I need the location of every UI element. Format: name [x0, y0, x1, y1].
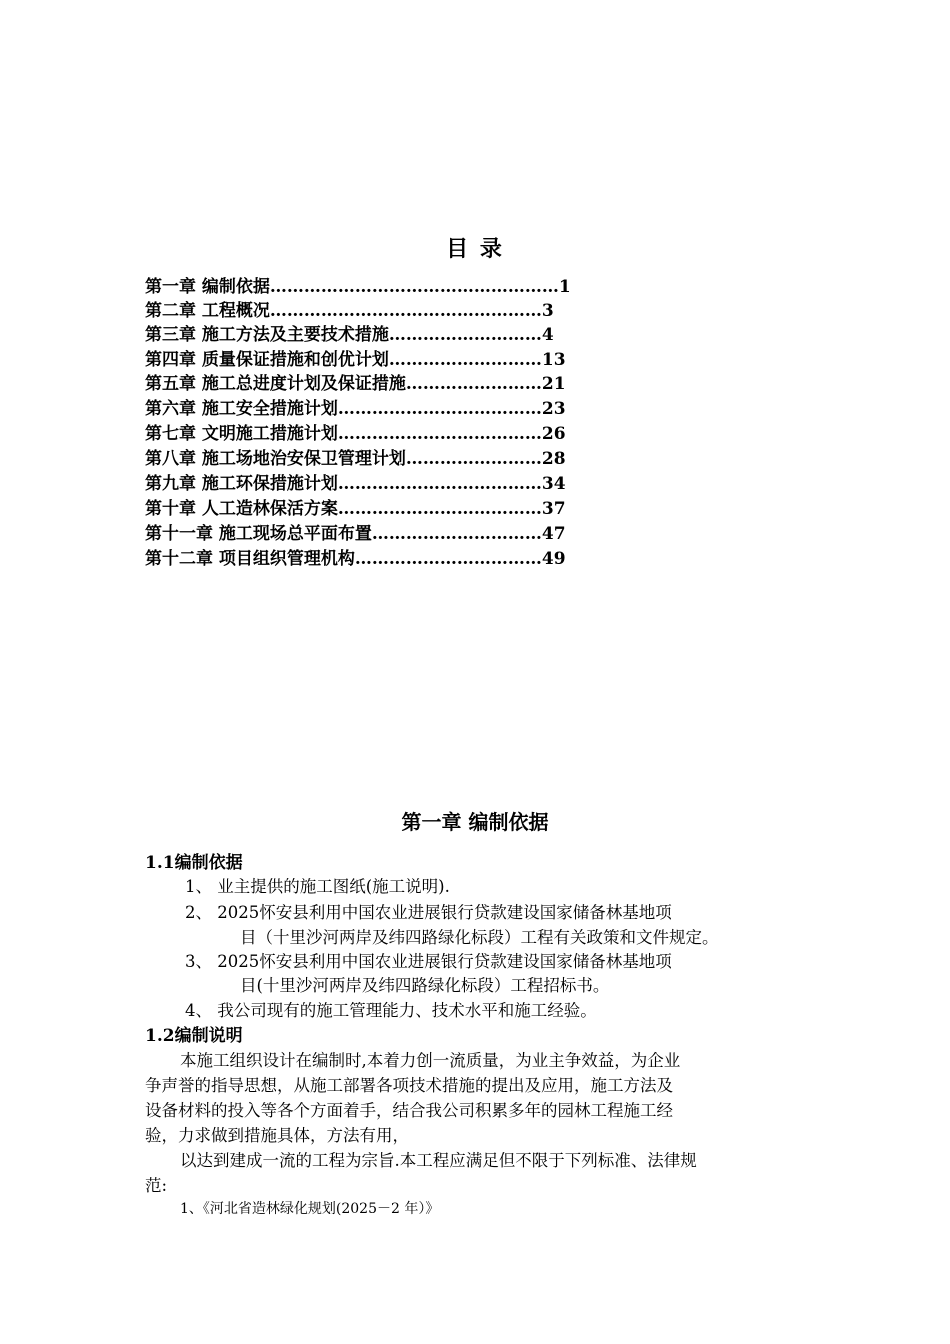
explanation-line-6: 范: — [145, 1176, 168, 1195]
toc-item-3: 第三章 施工方法及主要技术措施………………………4 — [145, 325, 554, 345]
explanation-line-5: 以达到建成一流的工程为宗旨.本工程应满足但不限于下列标准、法律规 — [180, 1151, 697, 1170]
explanation-line-1: 本施工组织设计在编制时,本着力创一流质量，为业主争效益，为企业 — [180, 1051, 681, 1070]
chapter-title: 第一章 编制依据 — [401, 810, 549, 834]
toc-item-9: 第九章 施工环保措施计划………………………………34 — [145, 474, 566, 494]
toc-item-8: 第八章 施工场地治安保卫管理计划……………………28 — [145, 449, 566, 469]
section-heading-1-2: 1.2编制说明 — [145, 1026, 243, 1046]
basis-item-1: 1、 业主提供的施工图纸(施工说明). — [185, 877, 450, 896]
toc-title: 目 录 — [446, 236, 504, 262]
explanation-line-4: 验，力求做到措施具体，方法有用， — [145, 1126, 409, 1145]
toc-item-10: 第十章 人工造林保活方案………………………………37 — [145, 499, 566, 519]
toc-item-11: 第十一章 施工现场总平面布置…………………………47 — [145, 524, 566, 544]
toc-item-12: 第十二章 项目组织管理机构……………………………49 — [145, 549, 566, 569]
basis-item-2-cont: 目（十里沙河两岸及纬四路绿化标段）工程有关政策和文件规定。 — [240, 928, 719, 947]
toc-item-6: 第六章 施工安全措施计划………………………………23 — [145, 399, 566, 419]
toc-item-4: 第四章 质量保证措施和创优计划………………………13 — [145, 350, 566, 370]
toc-item-1: 第一章 编制依据……………………………………………1 — [145, 277, 571, 297]
basis-item-2: 2、 2025怀安县利用中国农业进展银行贷款建设国家储备林基地项 — [185, 903, 672, 922]
toc-item-5: 第五章 施工总进度计划及保证措施……………………21 — [145, 374, 566, 394]
basis-item-3-cont: 目(十里沙河两岸及纬四路绿化标段）工程招标书。 — [240, 976, 610, 995]
basis-item-3: 3、 2025怀安县利用中国农业进展银行贷款建设国家储备林基地项 — [185, 952, 672, 971]
toc-item-7: 第七章 文明施工措施计划………………………………26 — [145, 424, 566, 444]
basis-item-4: 4、 我公司现有的施工管理能力、技术水平和施工经验。 — [185, 1001, 597, 1020]
explanation-line-3: 设备材料的投入等各个方面着手，结合我公司积累多年的园林工程施工经 — [145, 1101, 673, 1120]
toc-item-2: 第二章 工程概况…………………………………………3 — [145, 301, 554, 321]
explanation-line-2: 争声誉的指导思想，从施工部署各项技术措施的提出及应用，施工方法及 — [145, 1076, 673, 1095]
standard-item-1: 1、《河北省造林绿化规划(2025－2 年）》 — [180, 1201, 440, 1217]
section-heading-1-1: 1.1编制依据 — [145, 853, 243, 873]
